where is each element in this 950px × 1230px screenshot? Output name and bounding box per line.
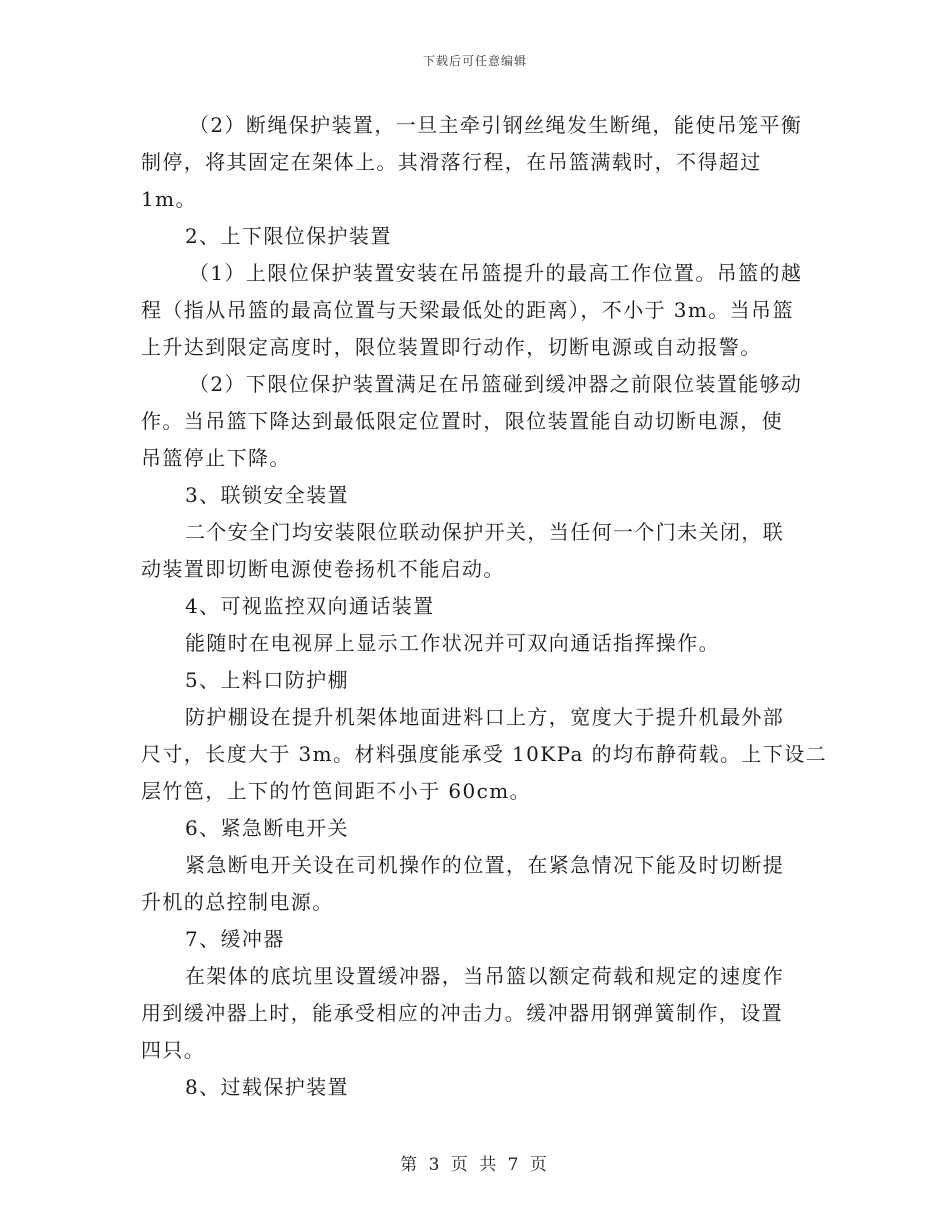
text-line: （1）上限位保护装置安装在吊篮提升的最高工作位置。吊篮的越 xyxy=(189,261,803,285)
text-line: （2）断绳保护装置，一旦主牵引钢丝绳发生断绳，能使吊笼平衡 xyxy=(189,113,803,137)
text-line: 四只。 xyxy=(141,1038,206,1062)
text-line: 8、过载保护装置 xyxy=(185,1075,349,1099)
text-line: 紧急断电开关设在司机操作的位置，在紧急情况下能及时切断提 xyxy=(185,853,785,877)
text-line: 程（指从吊篮的最高位置与天梁最低处的距离），不小于 3m。当吊篮 xyxy=(141,298,794,322)
text-line: 4、可视监控双向通话装置 xyxy=(185,594,435,618)
text-line: 7、缓冲器 xyxy=(185,927,285,951)
text-line: 吊篮停止下降。 xyxy=(141,446,291,470)
text-line: 动装置即切断电源使卷扬机不能启动。 xyxy=(141,557,505,581)
text-line: 能随时在电视屏上显示工作状况并可双向通话指挥操作。 xyxy=(185,631,720,655)
text-line: 防护棚设在提升机架体地面进料口上方，宽度大于提升机最外部 xyxy=(185,705,785,729)
text-line: 2、上下限位保护装置 xyxy=(185,224,392,248)
text-line: （2）下限位保护装置满足在吊篮碰到缓冲器之前限位装置能够动 xyxy=(189,372,803,396)
text-line: 用到缓冲器上时，能承受相应的冲击力。缓冲器用钢弹簧制作，设置 xyxy=(141,1001,783,1025)
document-body xyxy=(141,107,828,1106)
text-line: 层竹笆，上下的竹笆间距不小于 60cm。 xyxy=(141,779,531,803)
text-line: 制停，将其固定在架体上。其滑落行程，在吊篮满载时，不得超过 xyxy=(141,150,762,174)
page-header: 下载后可任意编辑 xyxy=(422,54,527,68)
text-line: 6、紧急断电开关 xyxy=(185,816,349,840)
text-line: 5、上料口防护棚 xyxy=(185,668,349,692)
text-line: 二个安全门均安装限位联动保护开关，当任何一个门未关闭，联 xyxy=(185,520,785,544)
text-line: 尺寸，长度大于 3m。材料强度能承受 10KPa 的均布静荷载。上下设二 xyxy=(141,742,828,766)
text-line: 3、联锁安全装置 xyxy=(185,483,349,507)
text-line: 1m。 xyxy=(141,187,197,211)
page-footer: 第 3 页 共 7 页 xyxy=(400,1155,550,1175)
text-line: 在架体的底坑里设置缓冲器，当吊篮以额定荷载和规定的速度作 xyxy=(185,964,785,988)
text-line: 上升达到限定高度时，限位装置即行动作，切断电源或自动报警。 xyxy=(141,335,762,359)
text-line: 升机的总控制电源。 xyxy=(141,890,334,914)
text-line: 作。当吊篮下降达到最低限定位置时，限位装置能自动切断电源，使 xyxy=(141,409,783,433)
